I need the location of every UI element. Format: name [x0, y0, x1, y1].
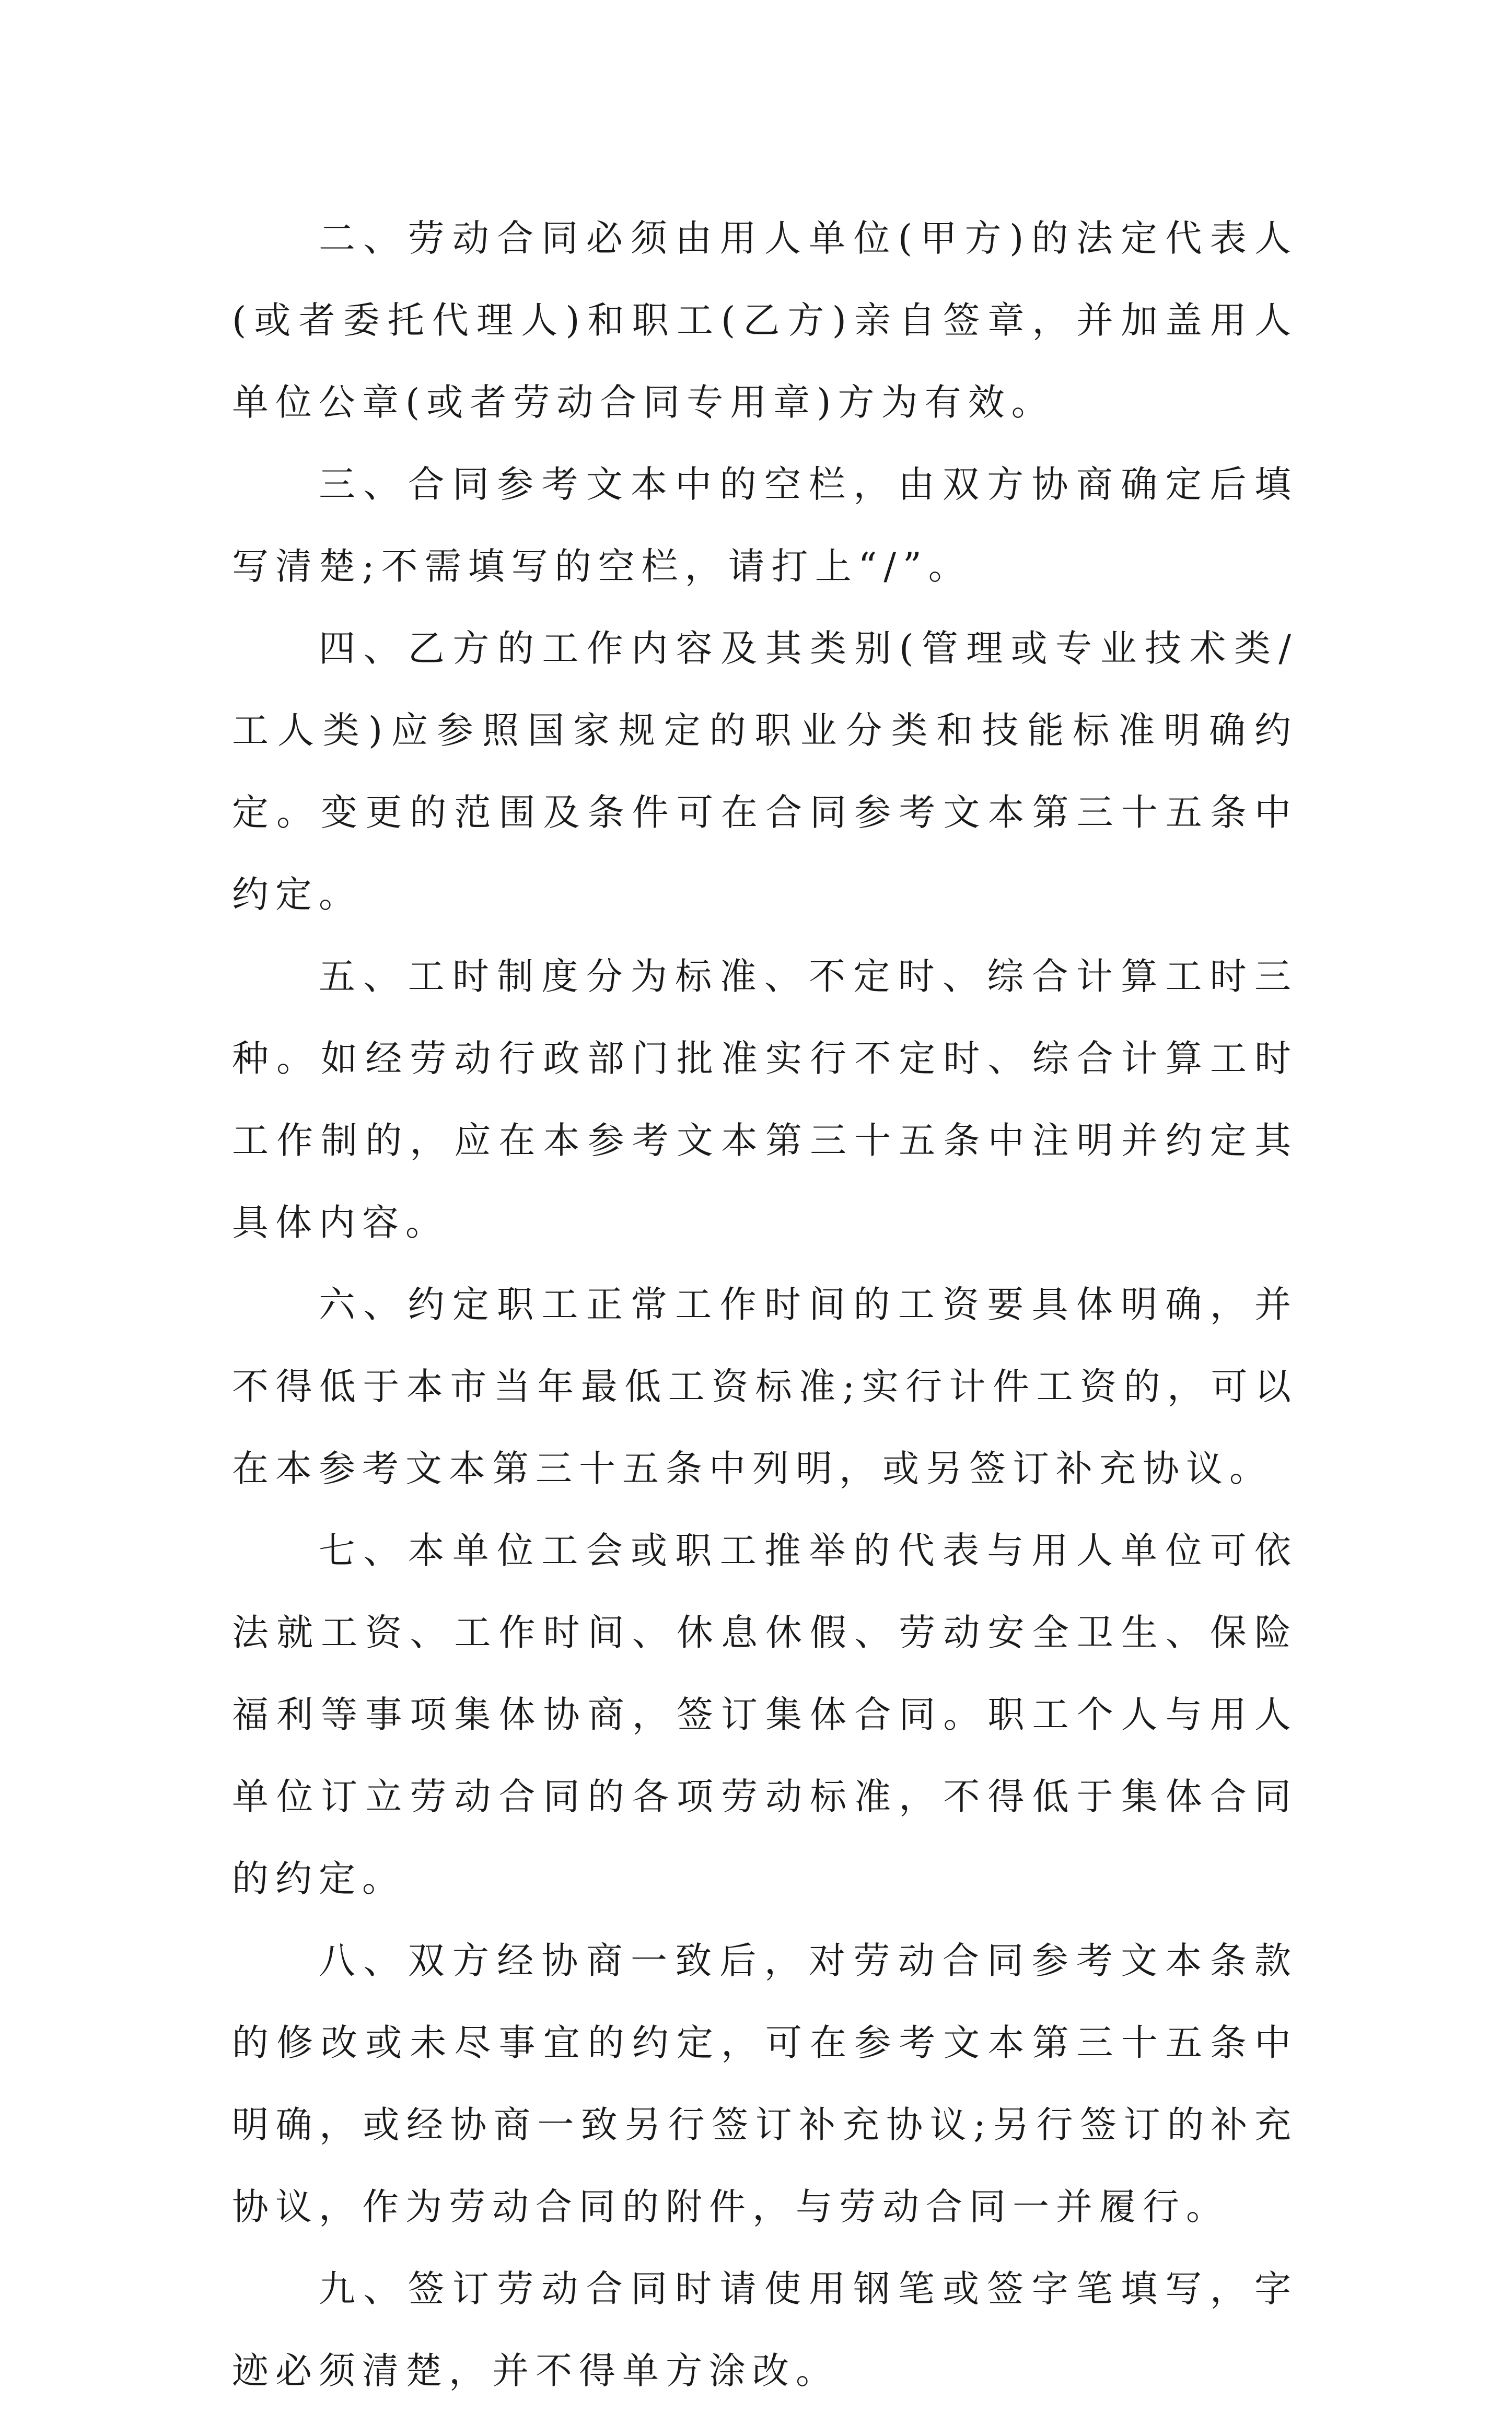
paragraph-3: 三、合同参考文本中的空栏，由双方协商确定后填写清楚;不需填写的空栏，请打上“/”。: [232, 463, 1298, 588]
paragraph-9: 九、签订劳动合同时请使用钢笔或签字笔填写，字迹必须清楚，并不得单方涂改。: [232, 2267, 1298, 2392]
document-body: [232, 197, 1298, 2412]
paragraph-7: 七、本单位工会或职工推举的代表与用人单位可依法就工资、工作时间、休息休假、劳动安全卫生、保险福利等事项集体协商，签订集体合同。职工个人与用人单位订立劳动合同的各项劳动标准，不得低于集体合同的约定。: [232, 1529, 1298, 1900]
paragraph-6: 六、约定职工正常工作时间的工资要具体明确，并不得低于本市当年最低工资标准;实行计件工资的，可以在本参考文本第三十五条中列明，或另签订补充协议。: [232, 1283, 1298, 1490]
paragraph-5: 五、工时制度分为标准、不定时、综合计算工时三种。如经劳动行政部门批准实行不定时、综合计算工时工作制的，应在本参考文本第三十五条中注明并约定其具体内容。: [232, 955, 1298, 1244]
paragraph-2: 二、劳动合同必须由用人单位(甲方)的法定代表人(或者委托代理人)和职工(乙方)亲自签章，并加盖用人单位公章(或者劳动合同专用章)方为有效。: [232, 217, 1298, 424]
paragraph-4: 四、乙方的工作内容及其类别(管理或专业技术类/工人类)应参照国家规定的职业分类和技能标准明确约定。变更的范围及条件可在合同参考文本第三十五条中约定。: [232, 627, 1298, 916]
paragraph-8: 八、双方经协商一致后，对劳动合同参考文本条款的修改或未尽事宜的约定，可在参考文本第三十五条中明确，或经协商一致另行签订补充协议;另行签订的补充协议，作为劳动合同的附件，与劳动合同一并履行。: [232, 1939, 1298, 2228]
